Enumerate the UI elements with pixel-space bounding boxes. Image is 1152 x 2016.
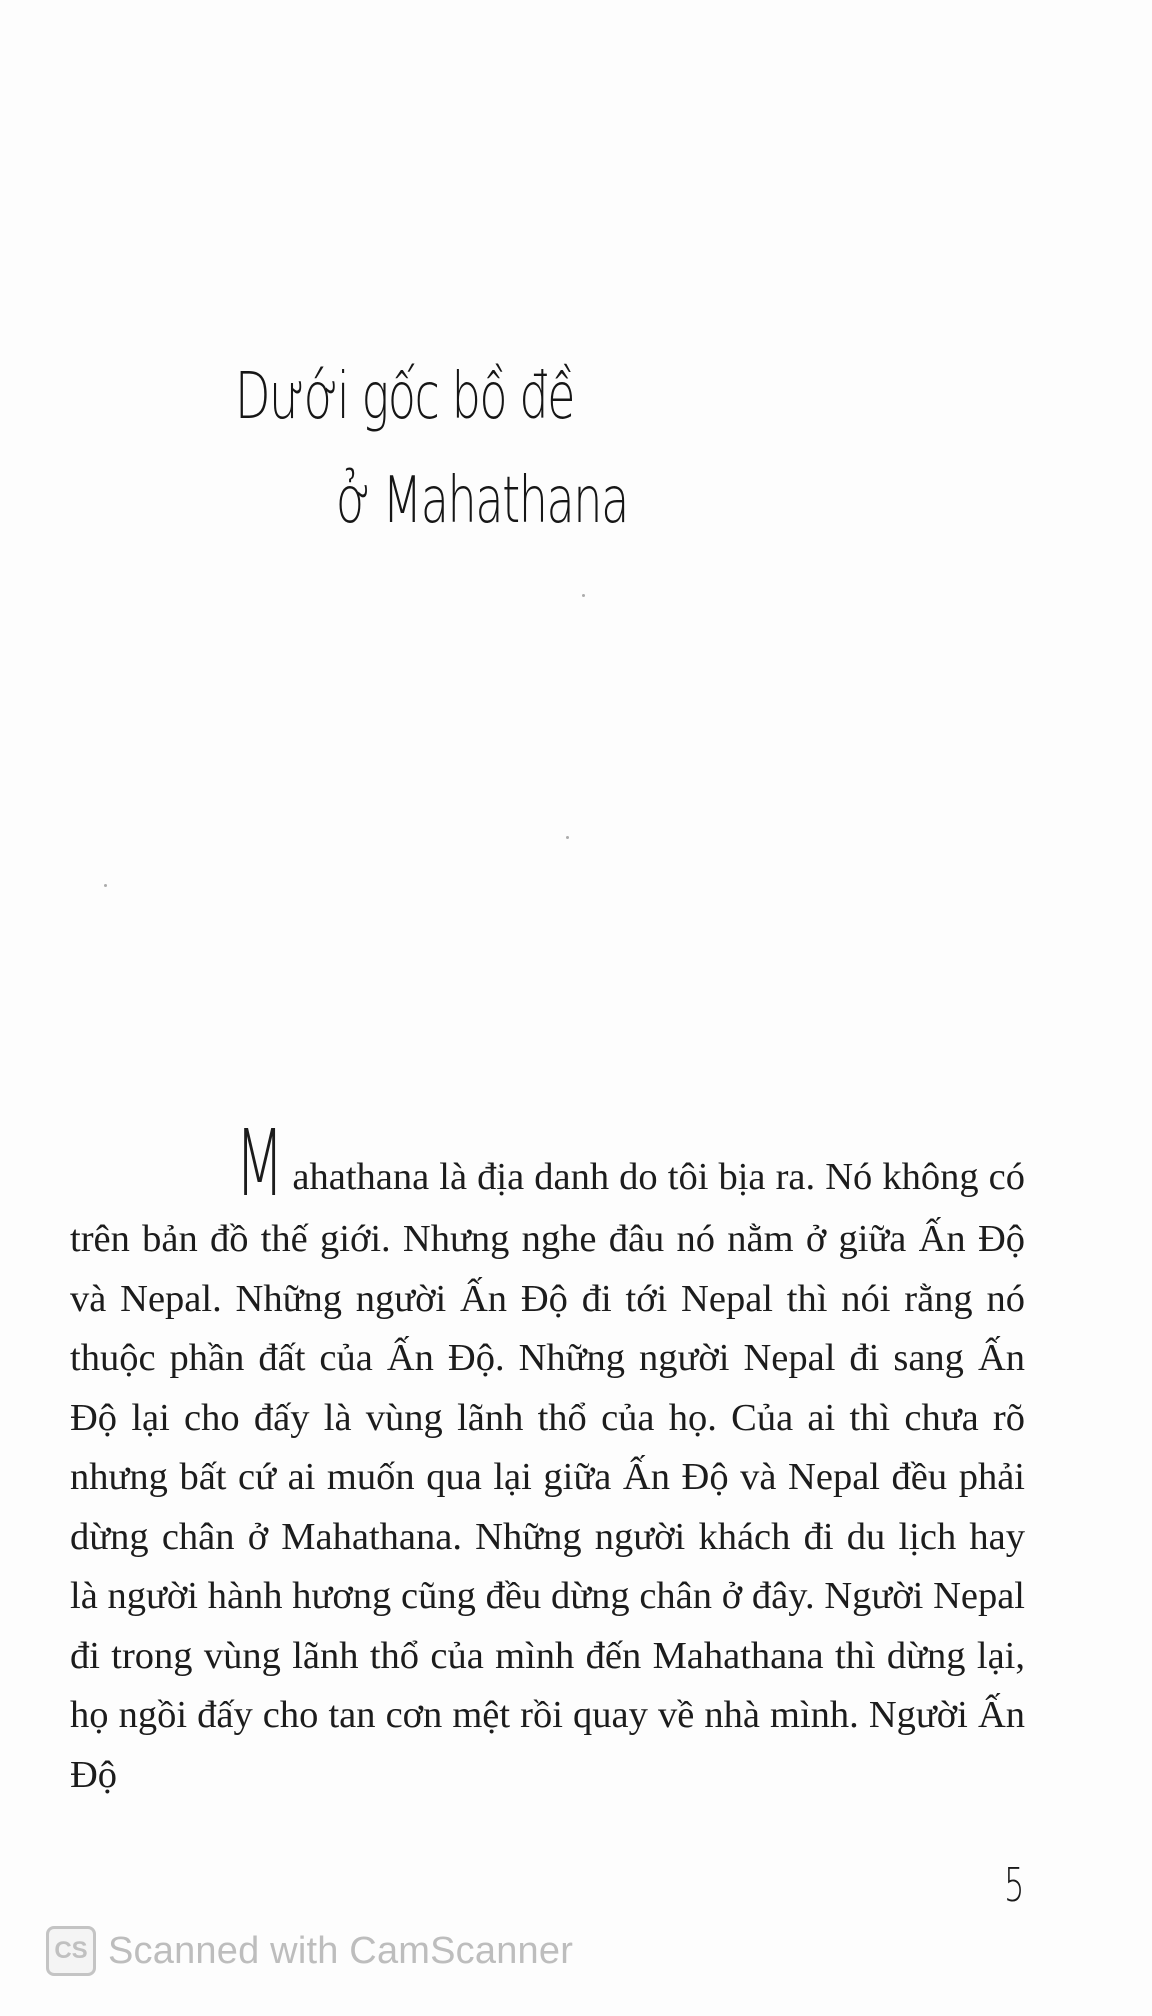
camscanner-watermark [46,1926,573,1976]
opening-paragraph [70,1110,1025,1805]
chapter-body [70,1110,1025,1805]
drop-cap: M [235,1110,285,1217]
scan-speck [566,836,569,839]
scan-speck [104,884,107,887]
paragraph-text: ahathana là địa danh do tôi bịa ra. Nó không có trên bản đồ thế giới. Nhưng nghe đâu nó nằm ở giữa Ấn Độ và Nepal. Những người Ấn Độ đi tới Nepal thì nói rằng nó thuộc phần đất của Ấn Độ. Những người Nepal đi sang Ấn Độ lại cho đấy là vùng lãnh thổ của họ. Của ai thì chưa rõ nhưng bất cứ ai muốn qua lại giữa Ấn Độ và Nepal đều phải dừng chân ở Mahathana. Những người khách đi du lịch hay là người hành hương cũng đều dừng chân ở đây. Người Nepal đi trong vùng lãnh thổ của mình đến Mahathana thì dừng lại, họ ngồi đấy cho tan cơn mệt rồi quay về nhà mình. Người Ấn Độ [70,1156,1025,1796]
watermark-text: Scanned with CamScanner [108,1929,574,1972]
chapter-title-line-1: Dưới gốc bồ đề [235,360,575,434]
camscanner-logo-icon: CS [46,1926,96,1976]
chapter-title [235,345,935,553]
page-number: 5 [1004,1858,1025,1912]
scan-speck [582,594,585,597]
chapter-title-line-2: ở Mahathana [335,464,628,538]
